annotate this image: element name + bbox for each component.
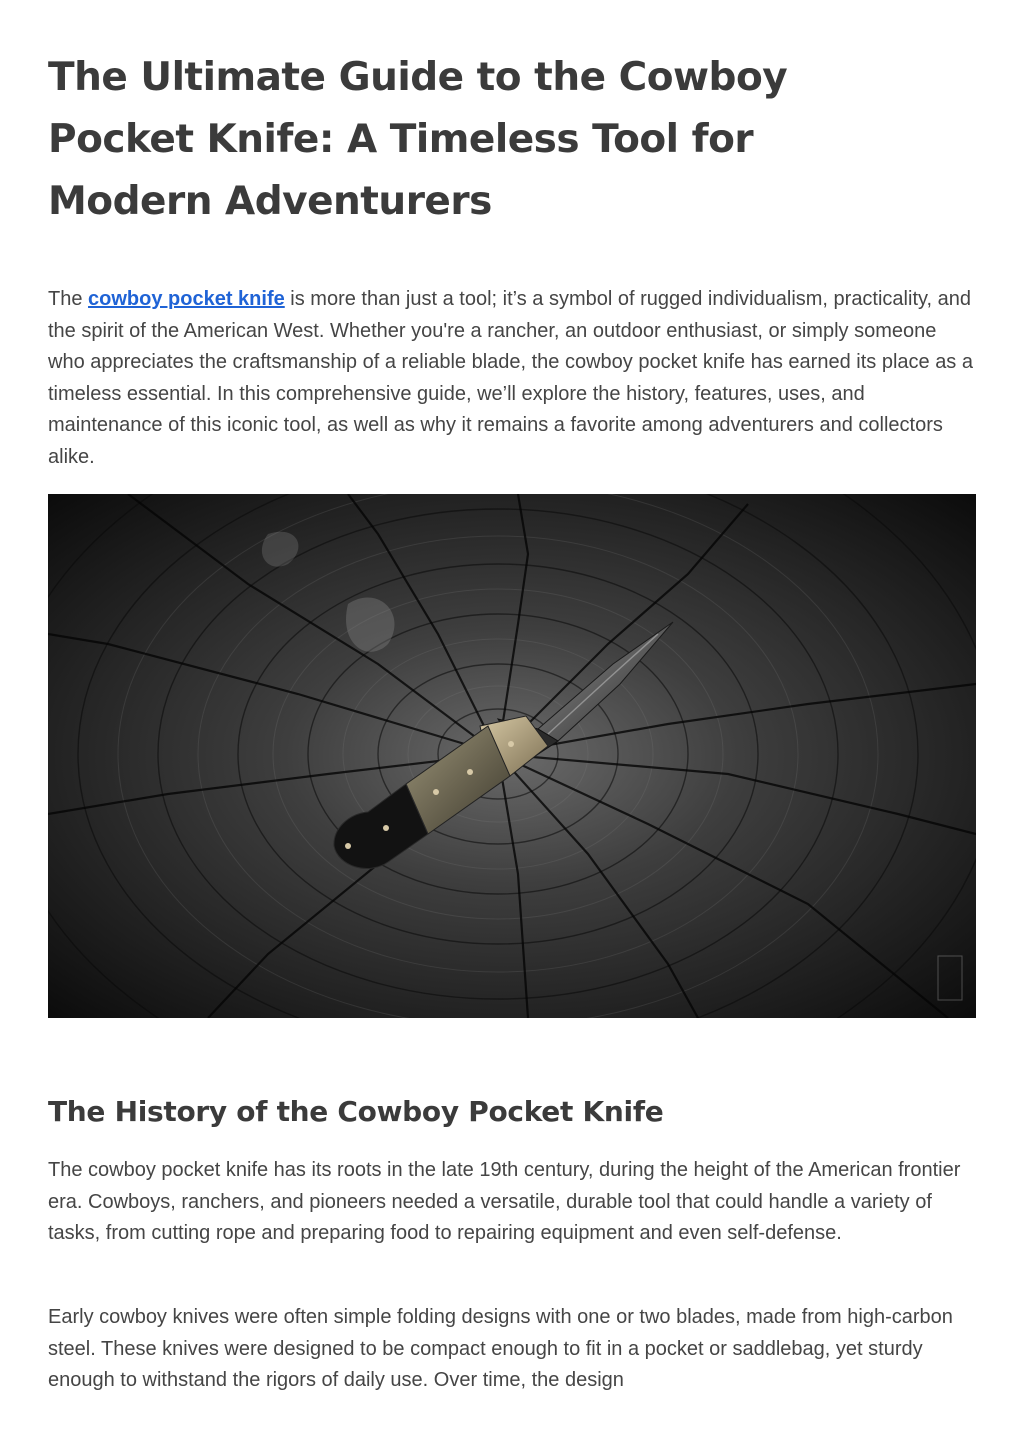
hero-image-knife-on-stump <box>48 494 976 1018</box>
intro-prefix: The <box>48 288 89 310</box>
history-paragraph-1: The cowboy pocket knife has its roots in the late 19th century, during the height of the American frontier era. Cowboys, ranchers, and pioneers needed a versatile, durable tool that could handle a variety of tasks, from cutting rope and preparing food to repairing equipment and even self-defense. <box>48 1159 961 1244</box>
article-title: The Ultimate Guide to the Cowboy Pocket Knife: A Timeless Tool for Modern Adventurers <box>48 55 788 224</box>
history-paragraph-2: Early cowboy knives were often simple folding designs with one or two blades, made from high-carbon steel. These knives were designed to be compact enough to fit in a pocket or saddlebag, yet sturdy enough to withstand the rigors of daily use. Over time, the design <box>48 1306 953 1391</box>
intro-paragraph <box>48 284 978 473</box>
cowboy-pocket-knife-link[interactable]: cowboy pocket knife <box>88 288 285 310</box>
history-heading: The History of the Cowboy Pocket Knife <box>48 1095 664 1128</box>
intro-suffix: is more than just a tool; it’s a symbol of rugged individualism, practicality, and the spirit of the American West. Whether you're a rancher, an outdoor enthusiast, or simply someone who appreciates the craftsmanship of a reliable blade, the cowboy pocket knife has earned its place as a timeless essential. In this comprehensive guide, we’ll explore the history, features, uses, and maintenance of this iconic tool, as well as why it remains a favorite among adventurers and collectors alike. <box>48 288 973 468</box>
